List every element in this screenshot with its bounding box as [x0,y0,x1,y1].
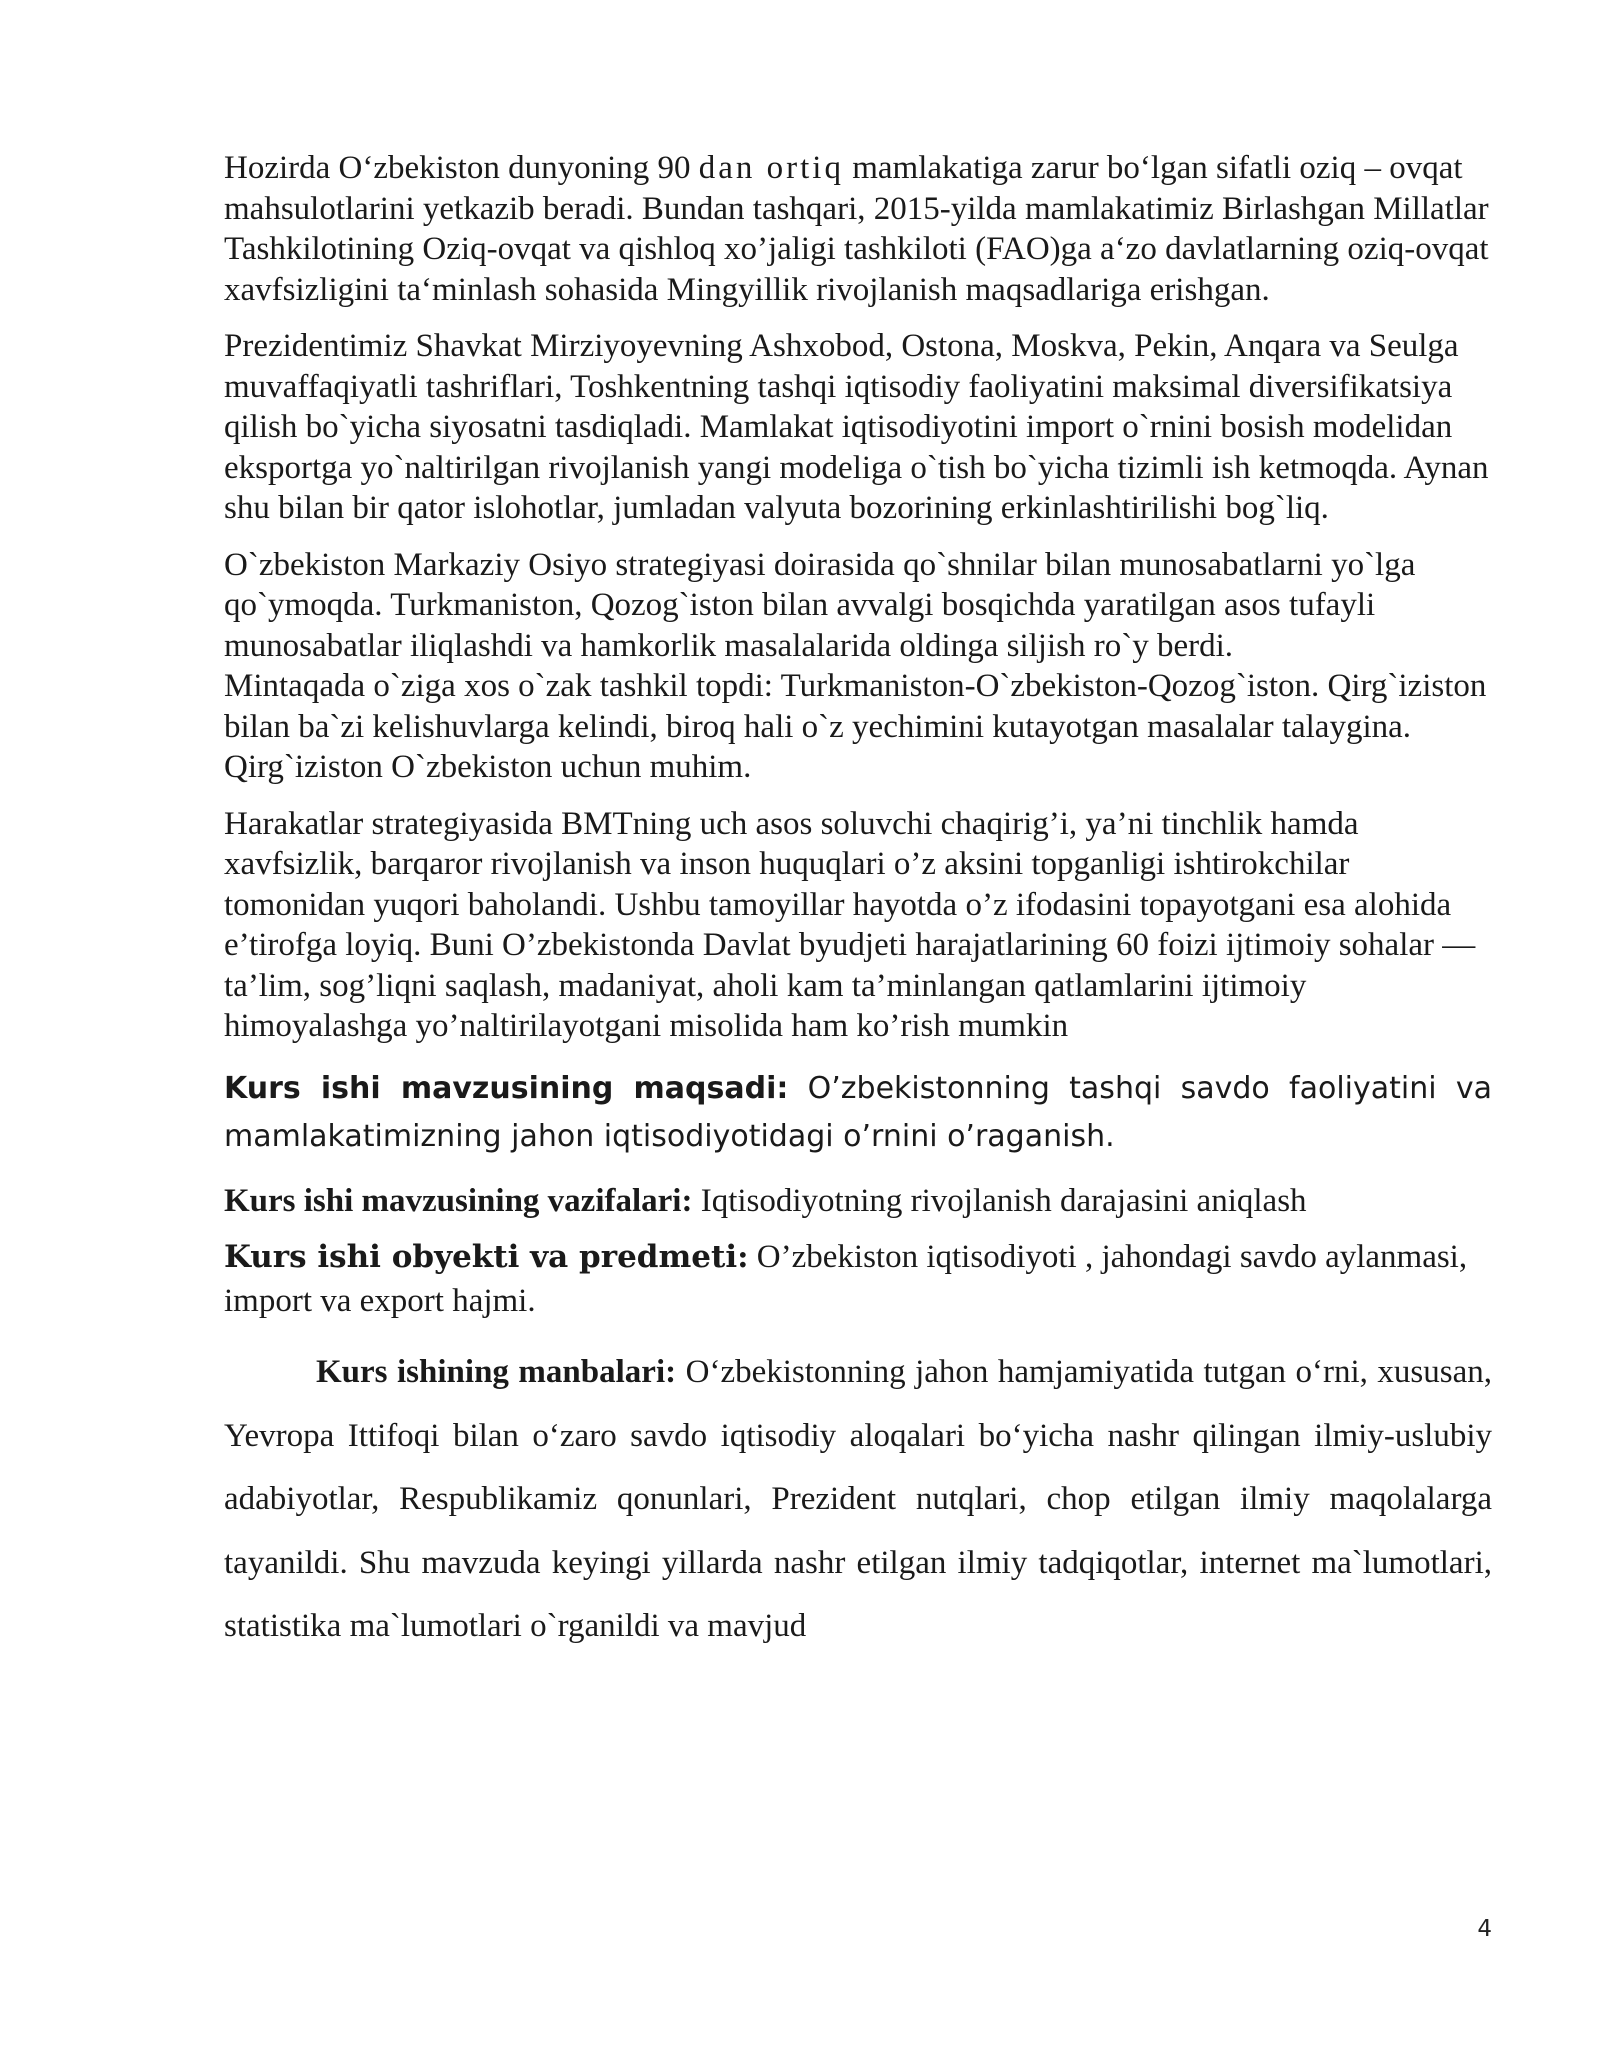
course-sources-label: Kurs ishining manbalari: [316,1354,677,1390]
course-object-text: O’zbekiston iqtisodiyoti , jahondagi savdo aylanmasi, import va export hajmi. [224,1239,1468,1319]
paragraph-food-export-part1: Hozirda O‘zbekiston dunyoning 90 [224,150,699,186]
course-sources [224,1341,1492,1659]
course-tasks [224,1181,1492,1222]
course-purpose [224,1065,1492,1161]
paragraph-regional-core: Mintaqada o`ziga xos o`zak tashkil topdi: Turkmaniston-O`zbekiston-Qozog`iston. Qirg`iziston bilan ba`zi kelishuvlarga kelindi, biroq hali o`z yechimini kutayotgan masalalar talaygina. Qirg`iziston O`zbekiston uchun muhim. [224,668,1487,785]
course-object [224,1235,1492,1323]
page-number: 4 [1477,1916,1492,1942]
paragraph-food-export-spaced: dan ortiq [698,150,844,186]
paragraph-president-visits: Prezidentimiz Shavkat Mirziyoyevning Ashxobod, Ostona, Moskva, Pekin, Anqara va Seulga muvaffaqiyatli tashriflari, Toshkentning tashqi iqtisodiy faoliyatini maksimal diversifikatsiya qilish bo`yicha siyosatni tasdiqladi. Mamlakat iqtisodiyotini import o`rnini bosish modelidan eksportga yo`naltirilgan rivojlanish yangi modeliga o`tish bo`yicha tizimli ish ketmoqda. Aynan shu bilan bir qator islohotlar, jumladan valyuta bozorining erkinlashtirilishi bog`liq. [224,328,1489,526]
course-tasks-text: Iqtisodiyotning rivojlanish darajasini aniqlash [692,1182,1307,1219]
paragraph-action-strategy: Harakatlar strategiyasida BMTning uch asos soluvchi chaqirig’i, ya’ni tinchlik hamda xavfsizlik, barqaror rivojlanish va inson huquqlari o’z aksini topganligi ishtirokchilar tomonidan yuqori baholandi. Ushbu tamoyillar hayotda o’z ifodasini topayotgani esa alohida e’tirofga loyiq. Buni O’zbekistonda Davlat byudjeti harajatlarining 60 foizi ijtimoiy sohalar — ta’lim, sog’liqni saqlash, madaniyat, aholi kam ta’minlangan qatlamlarini ijtimoiy himoyalashga yo’naltirilayotgani misolida ham ko’rish mumkin [224,805,1476,1044]
document-page [224,148,1492,1659]
course-object-label: Kurs ishi obyekti va predmeti: [224,1239,749,1275]
course-purpose-text: O’zbekistonning tashqi savdo faoliyatini va mamlakatimizning jahon iqtisodiyotidagi o’rnini o’raganish. [224,1070,1492,1154]
paragraph-food-export-part2: mamlakatiga zarur bo‘lgan sifatli oziq – ovqat mahsulotlarini yetkazib beradi. Bundan tashqari, 2015-yilda mamlakatimiz Birlashgan Millatlar Tashkilotining Oziq-ovqat va qishloq xo’jaligi tashkiloti (FAO)ga a‘zo davlatlarning oziq-ovqat xavfsizligini ta‘minlash sohasida Mingyillik rivojlanish maqsadlariga erishgan. [224,150,1489,308]
course-purpose-label: Kurs ishi mavzusining maqsadi: [224,1070,789,1106]
course-sources-text: O‘zbekistonning jahon hamjamiyatida tutgan o‘rni, xususan, Yevropa Ittifoqi bilan o‘zaro savdo iqtisodiy aloqalari bo‘yicha nashr qilingan ilmiy-uslubiy adabiyotlar, Respublikamiz qonunlari, Prezident nutqlari, chop etilgan ilmiy maqolalarga tayanildi. Shu mavzuda keyingi yillarda nashr etilgan ilmiy tadqiqotlar, internet ma`lumotlari, statistika ma`lumotlari o`rganildi va mavjud [224,1354,1492,1644]
paragraph-food-export [224,148,1492,310]
course-tasks-label: Kurs ishi mavzusining vazifalari: [224,1182,693,1219]
paragraph-central-asia-strategy: O`zbekiston Markaziy Osiyo strategiyasi doirasida qo`shnilar bilan munosabatlarni yo`lga qo`ymoqda. Turkmaniston, Qozog`iston bilan avvalgi bosqichda yaratilgan asos tufayli munosabatlar iliqlashdi va hamkorlik masalalarida oldinga siljish ro`y berdi. [224,546,1416,664]
